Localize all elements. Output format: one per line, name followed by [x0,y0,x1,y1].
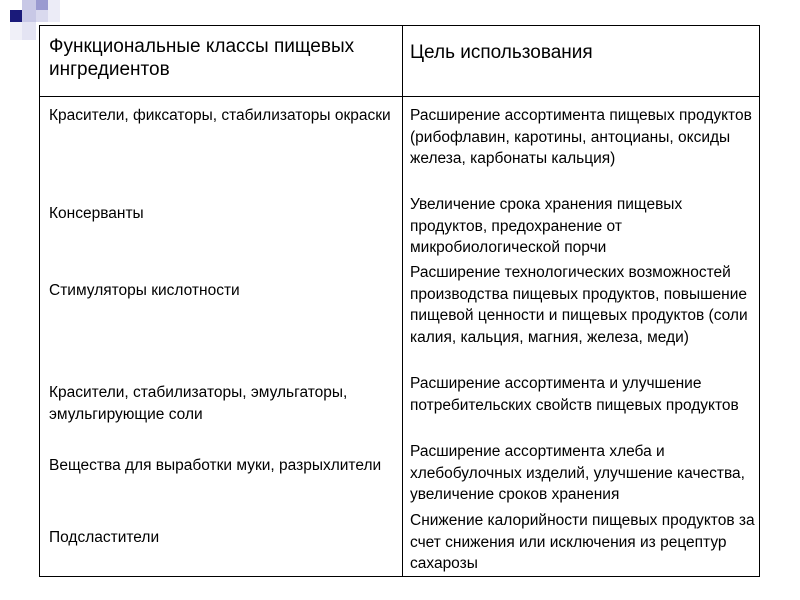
table-cell-class: Стимуляторы кислотности [49,282,240,299]
table-cell-purpose: Расширение ассортимента и улучшение потребительских свойств пищевых продуктов [410,375,739,414]
header-purpose: Цель использования [410,42,593,63]
table-cell-purpose: Расширение ассортимента хлеба и хлебобулочных изделий, улучшение качества, увеличение сроков хранения [410,443,745,503]
table-cell-class: Красители, стабилизаторы, эмульгаторы, эмульгирующие соли [49,384,348,423]
decor-square [36,0,48,10]
decor-square [22,22,36,40]
table-cell-class: Подсластители [49,529,160,546]
ingredients-table [39,25,760,577]
table-cell-class: Красители, фиксаторы, стабилизаторы окраски [49,107,391,124]
table-cell-class: Вещества для выработки муки, разрыхлители [49,457,382,474]
header-divider [40,96,759,97]
decor-square [10,10,22,22]
decor-square [48,0,60,22]
table-cell-purpose: Расширение технологических возможностей производства пищевых продуктов, повышение пищевой ценности и пищевых продуктов (соли калия, кальция, магния, железа, меди) [410,264,748,346]
table-cell-purpose: Снижение калорийности пищевых продуктов за счет снижения или исключения из рецептур сахарозы [410,512,755,572]
decor-square [22,0,36,22]
column-divider [402,26,403,576]
header-functional-classes: Функциональные классы пищевых ингредиентов [49,36,355,80]
decor-square [10,22,22,40]
decor-square [36,10,48,22]
table-cell-class: Консерванты [49,205,144,222]
table-cell-purpose: Расширение ассортимента пищевых продуктов (рибофлавин, каротины, антоцианы, оксиды железа, карбонаты кальция) [410,107,752,167]
table-cell-purpose: Увеличение срока хранения пищевых продуктов, предохранение от микробиологической порчи [410,196,683,256]
